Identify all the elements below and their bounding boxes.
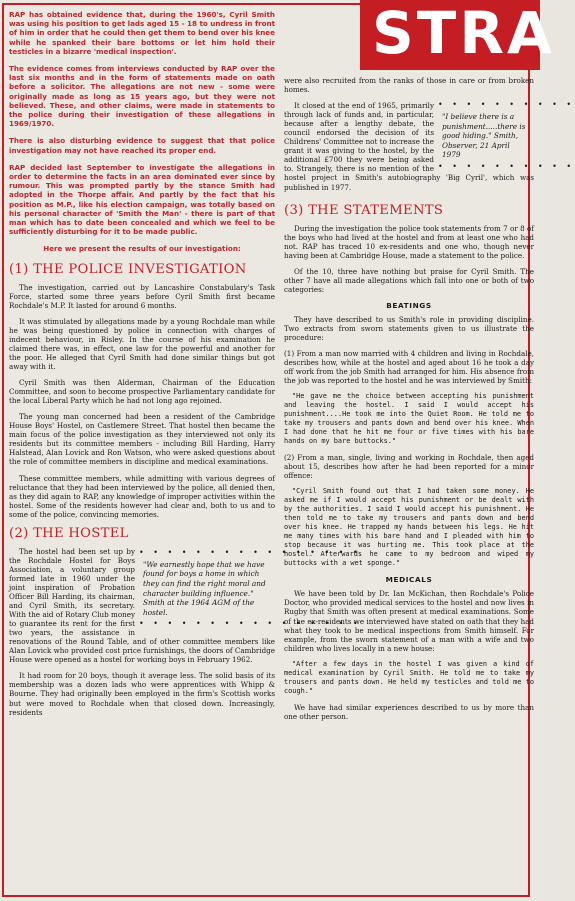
article-paragraph: It was stimulated by allegations made by a young Rochdale man while he was being questioned by police in connection with charges of indecent behaviour, in Risley. In the course of his examination he claimed there was, in effect, one law for the powerful and another for the poor. He alleged that Cyril Smith had done similar things but got away with it. [9,316,275,372]
article-paragraph: were also recruited from the ranks of those in care or from broken homes. [284,76,534,95]
pull-quote-text: "I believe there is a punishment.....there is good hiding." Smith, Observer, 21 April 1979 [442,112,526,160]
article-paragraph: Of the 10, three have nothing but praise for Cyril Smith. The other 7 have all made allegations which fall into one or both of two categories: [284,266,534,294]
section-heading-police: (1) THE POLICE INVESTIGATION [9,261,247,277]
article-paragraph: We have had similar experiences described to us by more than one other person. [284,702,534,721]
sworn-statement-quote: "After a few days in the hostel I was given a kind of medical examination by Cyril Smith. He told me to take my trousers and pants down. He held my testicles and told me to cough." [284,659,534,695]
article-paragraph: (1) From a man now married with 4 children and living in Rochdale, describes how, while at the hostel and aged about 16 he took a day off work from the job Smith had arranged for him. His absence from the job was reported to the hostel and he was interviewed by Smith: [284,349,534,386]
intro-lead-in: Here we present the results of our investigation: [43,244,241,254]
article-paragraph: (2) From a man, single, living and working in Rochdale, then aged about 15, describes how after he had been reported for a minor offence: [284,453,534,481]
article-paragraph: These committee members, while admitting with various degrees of reluctance that they had been interviewed by the police, all denied then, as they did again to RAP, any knowledge of improper activities within the hostel. Some of the residents however had clear and, both to us and to some of the police, convincing memories. [9,473,275,519]
section-heading-statements: (3) THE STATEMENTS [284,202,444,218]
left-column [9,10,362,724]
intro-paragraph: There is also disturbing evidence to suggest that that police investigation may not have reached its proper end. [9,136,275,155]
sworn-statement-quote: "He gave me the choice between accepting his punishment and leaving the hostel. I said I would accept his punishment....He took me into the Quiet Room. He told me to take my trousers and pants down and bend over his knee. When I had done that he hit me four or five times with his bare hands on my bare buttocks." [284,392,534,446]
article-paragraph: Cyril Smith was then Alderman, Chairman of the Education Committee, and soon to become prospective Parliamentary candidate for the local Liberal Party which he had not long ago rejoined. [9,378,275,406]
intro-paragraph: RAP decided last September to investigate the allegations in order to determine the facts in an area dominated ever since by rumour. This was prompted partly by the stance Smith had adopted in the Thorpe affair. And partly by the fact that his position as M.P., like his election campaign, was totally based on his personal character of 'Smith the Man' - there is part of that man which has to date been concealed and which we feel to be sufficiently disturbing for it to be made public. [9,162,275,237]
pull-quote-text: "We earnestly hope that we have found for boys a home in which they can find the right moral and character building influence." Smith at the 1964 AGM of the hostel. [143,559,266,617]
article-paragraph: The young man concerned had been a resident of the Cambridge House Boys' Hostel, on Castlemere Street. That hostel then became the main focus of the police investigation as they interviewed not only its residents but its committee members - including Bill Harding, Harry Halstead, Alan Lovick and Ron Watson, who were asked questions about the role of committee members in discipline and medical examinations. [9,412,275,467]
article-paragraph: It closed at the end of 1965, primarily through lack of funds and, in particular, because after a lengthy debate, the council endorsed the decision of its Childrens' Committee not to increase the grant it was giving to the hostel, by the additional £700 they were being asked to. Strangely, there is no mention of the hostel project in Smith's autobiography 'Big Cyril', which was published in 1977. [284,101,534,192]
right-column [284,76,575,728]
section-heading-hostel: (2) THE HOSTEL [9,525,129,541]
article-paragraph: During the investigation the police took statements from 7 or 8 of the boys who had lived at the hostel and from at least one who had not. RAP has traced 10 ex-residents and one who, though never having been at Cambridge House, made a statement to the police. [284,223,534,260]
article-paragraph: It had room for 20 boys, though it average less. The solid basis of its membership was a dozen lads who were apprentices with Whipp & Bourne. They had originally been employed in the firm's Scottish works but were moved to Rochdale when that closed down. Increasingly, residents [9,671,275,717]
subheading-medicals: MEDICALS [385,575,433,585]
headline-text: STRA [372,0,555,67]
article-paragraph: We have been told by Dr. Ian McKichan, then Rochdale's Police Doctor, who provided medical services to the hostel and now lives in Rugby that Smith was often present at medical examinations. Some of the ex-residents we interviewed have stated on oath that they had what they took to be medical inspections from Smith himself. For example, from the sworn statement of a man with a wife and two children who lives locally in a new house: [284,589,534,653]
article-paragraph: They have described to us Smith's role in providing discipline. Two extracts from sworn statements given to us illustrate the procedure: [284,314,534,342]
pull-quote-hostel: • • • • • • • • • • • • • • • • "We earnestly hope that we have found for boys a home in which they can find the right moral and character building influence." Smith at the 1964 AGM of the hostel. • • • • • • • • • • • • • • • • [139,547,362,629]
intro-paragraph: The evidence comes from interviews conducted by RAP over the last six months and in the form of statements made on oath before a solicitor. The allegations are not new - some were originally made as long as 15 years ago, but they were not believed. These, and other claims, were made in statements to the police during their investigation of these allegations in 1969/1970. [9,64,275,129]
pull-quote-observer: • • • • • • • • • • "I believe there is a punishment.....there is good hiding." Smith, Observer, 21 April 1979 • • • • • • • • • • [438,100,575,172]
sworn-statement-quote: "Cyril Smith found out that I had taken some money. He asked me if I would accept his punishment or be dealt with by the authorities. I said I would accept his punishment. He then told me to take my trousers and pants down and bend over his knee. He trapped my hands between his legs. He hit me many times with his bare hand and I pleaded with him to stop because it was hurting me. This took place at the hostel. Afterwards he came to my bedroom and wiped my buttocks with a wet sponge." [284,487,534,568]
intro-block [9,10,275,254]
article-paragraph: The hostel had been set up by the Rochdale Hostel for Boys Association, a voluntary group formed late in 1960 under the joint inspiration of Probation Officer Bill Harding, its chairman, and Cyril Smith, its secretary. With the aid of Rotary Club money to guarantee its rent for the first two years, the assistance in renovations of the Round Table, and of other committee members like Alan Lovick who provided cost price furnishings, the doors of Cambridge House were opened as a hostel for working boys in February 1962. [9,546,275,665]
intro-paragraph: RAP has obtained evidence that, during the 1960's, Cyril Smith was using his position to get lads aged 15 - 18 to undress in front of him in order that he could then get them to bend over his knee while he spanked their bare bottoms or let him hold their testicles in a bizarre 'medical inspection'. [9,10,275,56]
subheading-beatings: BEATINGS [386,300,432,310]
article-paragraph: The investigation, carried out by Lancashire Constabulary's Task Force, started some three years before Cyril Smith first became Rochdale's M.P. It lasted for around 6 months. [9,282,275,310]
